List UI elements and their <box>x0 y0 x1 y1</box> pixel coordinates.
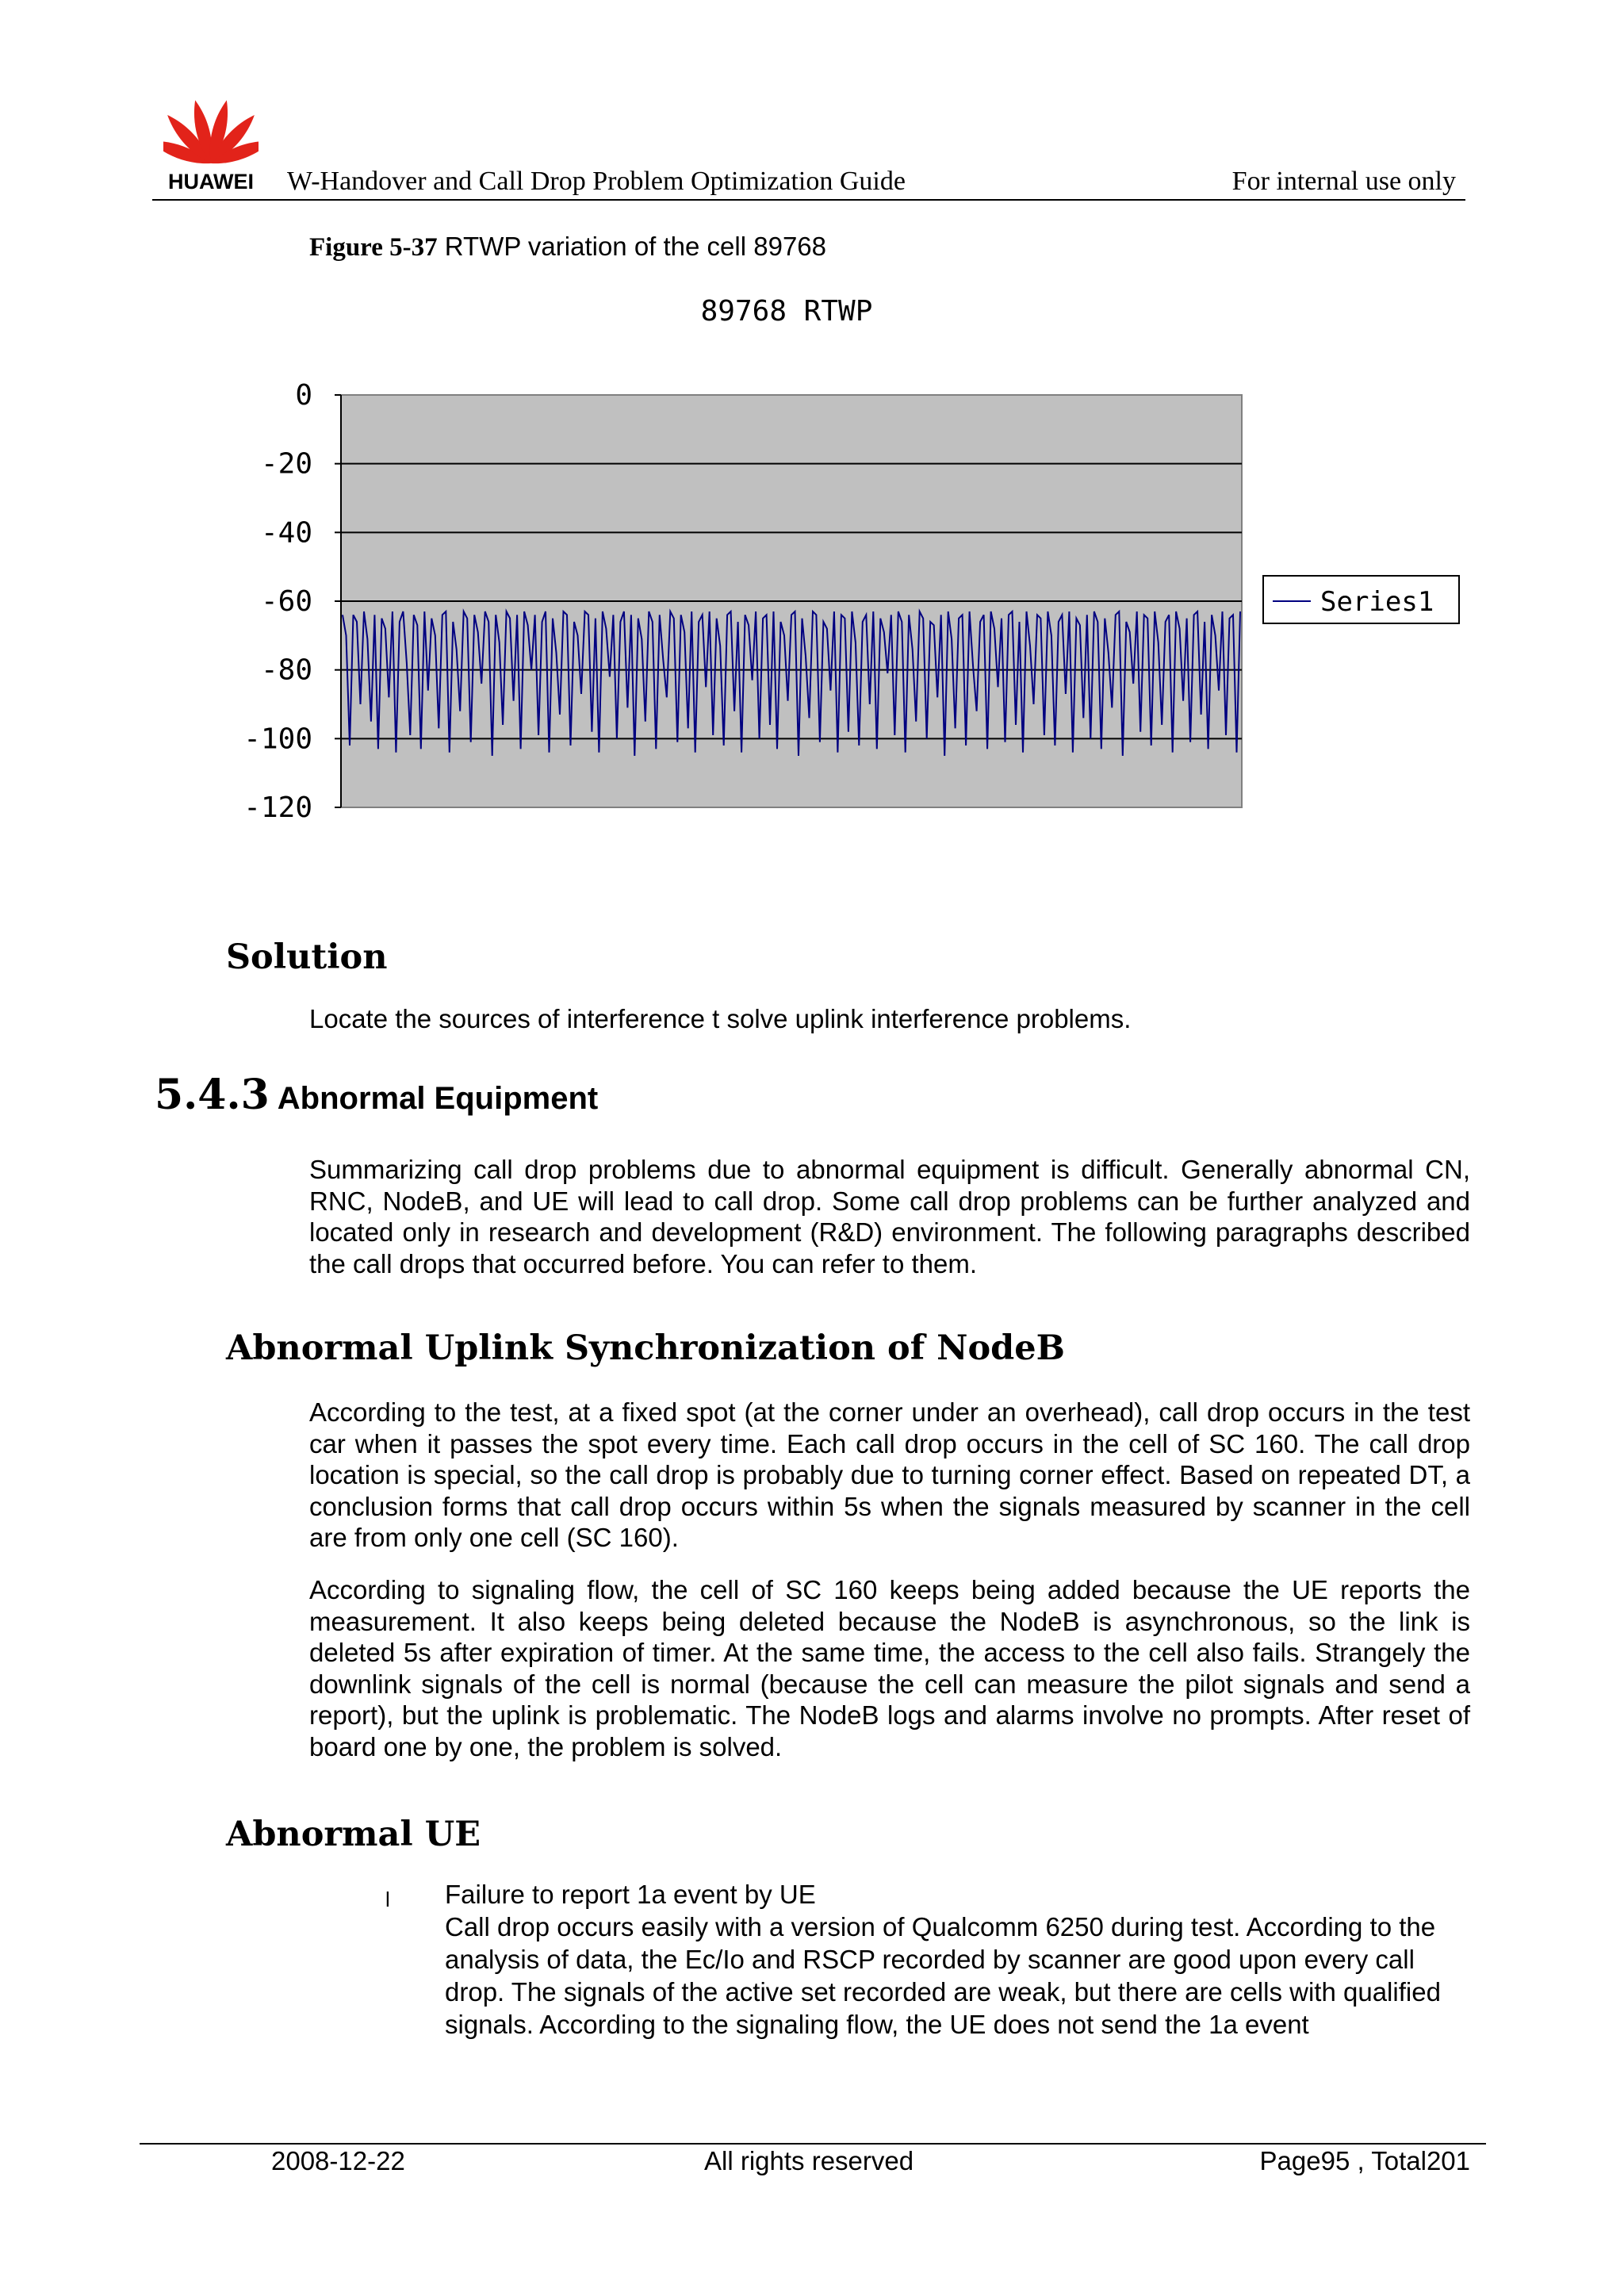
bullet-item-ue <box>445 1878 1476 2041</box>
paragraph-nodeb-2: According to signaling flow, the cell of SC 160 keeps being added because the UE reports the measurement. It also keeps being deleted because the NodeB is asynchronous, so the link is deleted 5s after expiration of timer. At the same time, the access to the cell also fails. Strangely the downlink signals of the cell is normal (because the cell can measure the pilot signals and send a report), but the uplink is problematic. The NodeB logs and alarms involve no prompts. After reset of board one by one, the problem is solved. <box>309 1575 1470 1761</box>
paragraph-section-intro: Summarizing call drop problems due to abnormal equipment is difficult. Generally abnormal CN, RNC, NodeB, and UE will lead to call drop. Some call drop problems can be further analyzed and located only in research and development (R&D) environment. The following paragraphs described the call drops that occurred before. You can refer to them. <box>309 1155 1470 1278</box>
footer-page: Page95 , Total201 <box>1259 2146 1470 2175</box>
footer-divider <box>140 2143 1486 2145</box>
bullet-marker: l <box>385 1888 390 1911</box>
heading-abnormal-ue: Abnormal UE <box>226 1815 481 1854</box>
footer-date: 2008-12-22 <box>271 2146 405 2175</box>
y-tick-label: -100 <box>243 723 312 756</box>
section-title: Abnormal Equipment <box>277 1081 599 1116</box>
rtwp-chart-svg <box>230 286 1483 841</box>
section-heading <box>155 1071 598 1119</box>
bullet-title: Failure to report 1a event by UE <box>445 1880 816 1909</box>
bullet-text: Call drop occurs easily with a version of Qualcomm 6250 during test. According to the analysis of data, the Ec/Io and RSCP recorded by scanner are good upon every call drop. The signals of the active set recorded are weak, but there are cells with qualified signals. According to the signaling flow, the UE does not send the 1a event <box>445 1912 1441 2039</box>
figure-number: Figure 5-37 <box>309 233 438 262</box>
paragraph-nodeb-1: According to the test, at a fixed spot (at the corner under an overhead), call drop occurs in the test car when it passes the spot every time. Each call drop occurs in the cell of SC 160. The call drop location is special, so the call drop is probably due to turning corner effect. Based on repeated DT, a conclusion forms that call drop occurs within 5s when the signals measured by scanner in the cell are from only one cell (SC 160). <box>309 1397 1470 1552</box>
y-tick-label: -60 <box>260 585 312 618</box>
y-tick-label: -120 <box>243 792 312 824</box>
header-divider <box>152 199 1465 201</box>
heading-nodeb: Abnormal Uplink Synchronization of NodeB <box>226 1328 1065 1368</box>
figure-caption <box>309 232 826 263</box>
huawei-petals-icon <box>163 94 259 167</box>
chart-title: 89768 RTWP <box>700 295 873 328</box>
header-classification: For internal use only <box>1231 167 1456 196</box>
y-tick-label: 0 <box>295 379 312 412</box>
rtwp-chart <box>230 286 1483 841</box>
figure-caption-text: RTWP variation of the cell 89768 <box>444 232 827 261</box>
y-tick-label: -20 <box>260 447 312 481</box>
heading-solution: Solution <box>226 937 388 977</box>
legend-label-series1: Series1 <box>1320 586 1434 618</box>
y-tick-label: -40 <box>260 516 312 550</box>
section-number: 5.4.3 <box>155 1071 270 1119</box>
header-document-title: W-Handover and Call Drop Problem Optimization Guide <box>287 167 906 196</box>
y-tick-label: -80 <box>260 654 312 687</box>
footer-rights: All rights reserved <box>704 2146 914 2175</box>
paragraph-solution: Locate the sources of interference t solve uplink interference problems. <box>309 1004 1132 1033</box>
logo-brand-text: HUAWEI <box>168 170 254 194</box>
huawei-logo <box>155 94 266 198</box>
